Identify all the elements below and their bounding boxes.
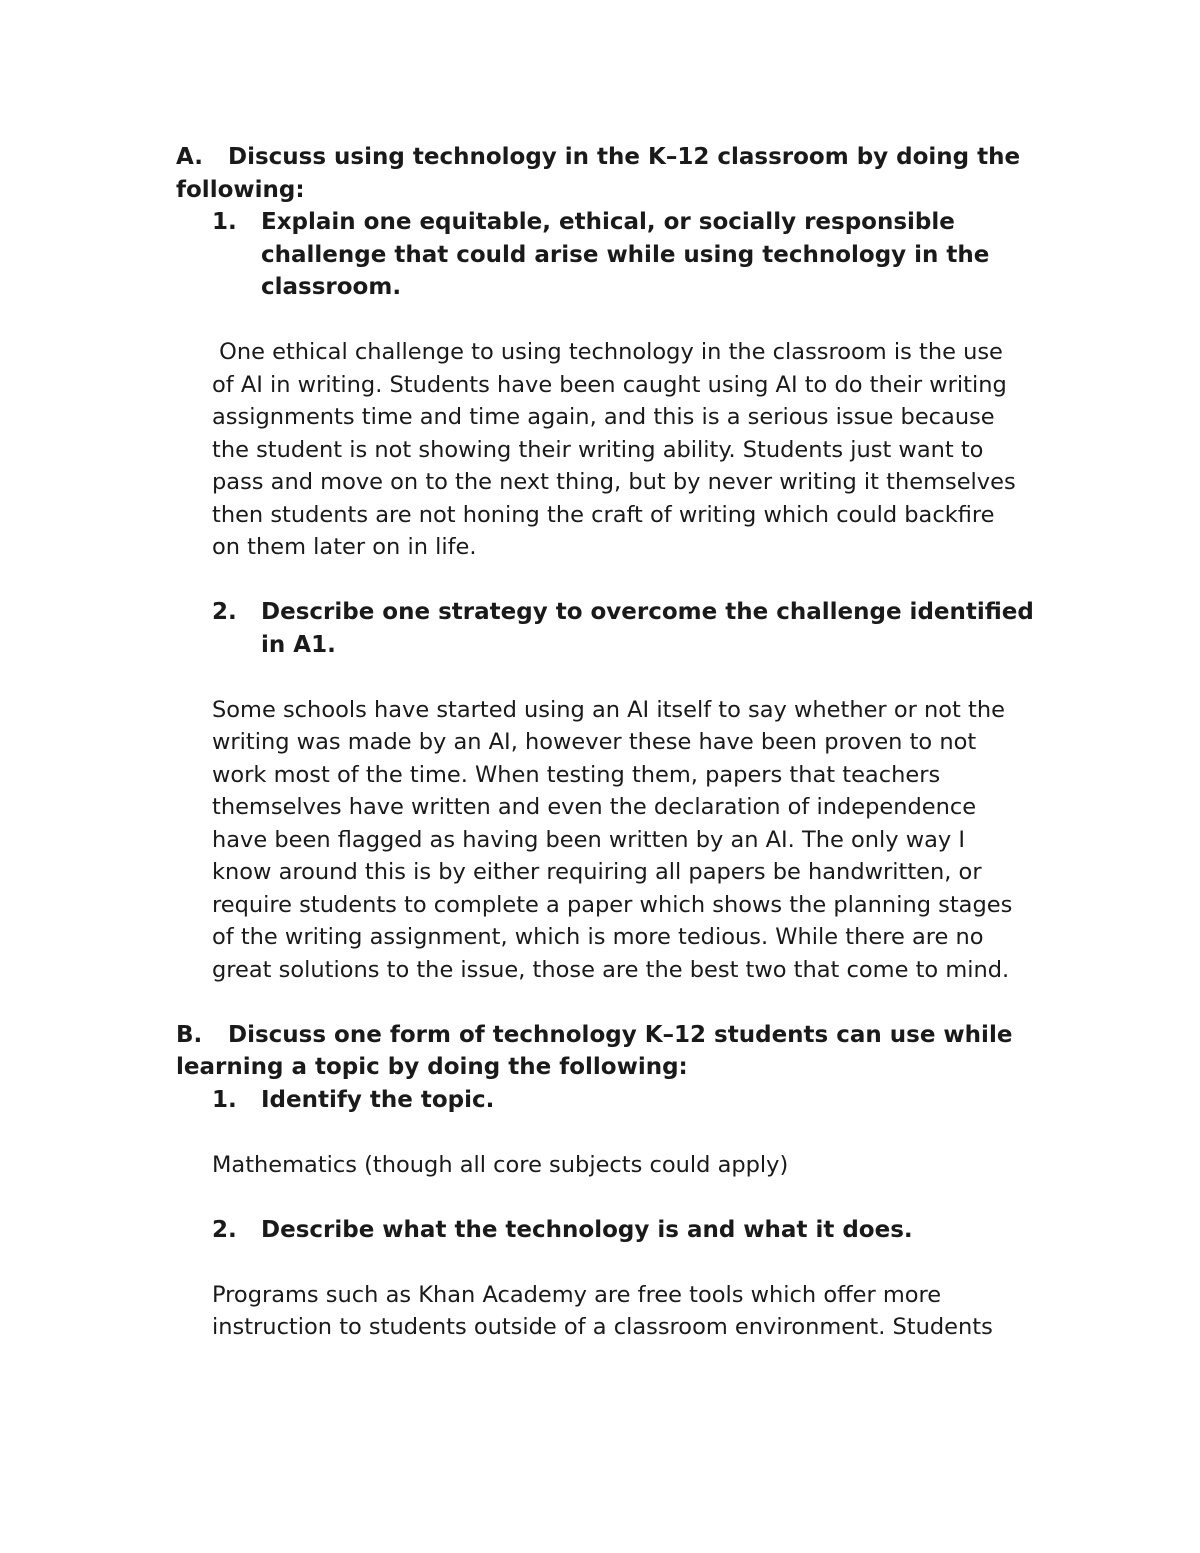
section-a-q1-number: 1. [212,209,237,235]
section-b-q2-answer [212,1279,1076,1344]
section-b-q2-heading [212,1214,1076,1247]
section-b-heading-line2: learning a topic by doing the following: [176,1054,688,1080]
answer-line: Some schools have started using an AI itself to say whether or not the [212,696,1005,723]
section-a-q1-heading [212,206,1076,304]
section-a-heading-line1: Discuss using technology in the K–12 classroom by doing the [228,144,1021,170]
section-a-q2-line: Describe one strategy to overcome the challenge identified [261,599,1034,625]
section-b-item-1 [212,1084,1076,1182]
section-a-q1-line: classroom. [261,274,402,300]
section-b-q2-line: Describe what the technology is and what it does. [261,1216,913,1243]
section-b-heading-line1: Discuss one form of technology K–12 students can use while [228,1021,1013,1048]
section-a-q1-answer [212,336,1076,564]
answer-line: know around this is by either requiring all papers be handwritten, or [212,859,982,885]
section-b-q1-number: 1. [212,1086,237,1113]
section-a-q2-heading [212,596,1076,661]
answer-line: One ethical challenge to using technology in the classroom is the use [212,339,1003,365]
answer-line: have been flagged as having been written by an AI. The only way I [212,826,966,853]
answer-line: themselves have written and even the declaration of independence [212,794,977,820]
section-b-q1-line: Identify the topic. [261,1086,495,1113]
section-b-heading [176,1019,1076,1084]
answer-line: on them later on in life. [212,534,477,560]
answer-line: instruction to students outside of a classroom environment. Students [212,1314,993,1340]
answer-line: writing was made by an AI, however these have been proven to not [212,729,977,755]
section-a-q2-answer [212,694,1076,987]
section-b-letter: B. [176,1021,203,1048]
answer-line: Programs such as Khan Academy are free tools which offer more [212,1281,942,1308]
section-a-item-1 [212,206,1076,564]
section-a-q1-line: challenge that could arise while using technology in the [261,241,990,268]
answer-line: then students are not honing the craft of writing which could backfire [212,501,995,528]
section-a-q1-line: Explain one equitable, ethical, or socially responsible [261,209,955,235]
section-a-heading [176,141,1076,206]
answer-line: of the writing assignment, which is more tedious. While there are no [212,924,984,950]
section-a-item-2 [212,596,1076,986]
section-a-q2-number: 2. [212,599,237,625]
answer-line: great solutions to the issue, those are the best two that come to mind. [212,956,1010,983]
answer-line: require students to complete a paper which shows the planning stages [212,891,1013,918]
section-b-q2-number: 2. [212,1216,237,1243]
answer-line: pass and move on to the next thing, but by never writing it themselves [212,469,1016,495]
answer-line: assignments time and time again, and this is a serious issue because [212,404,995,430]
section-b-q1-heading [212,1084,1076,1117]
answer-line: work most of the time. When testing them, papers that teachers [212,761,941,788]
answer-line: Mathematics (though all core subjects could apply) [212,1151,789,1178]
answer-line: the student is not showing their writing ability. Students just want to [212,436,984,463]
section-b-q1-answer [212,1149,1076,1182]
section-a-heading-line2: following: [176,176,305,203]
section-b-item-2 [212,1214,1076,1344]
section-a-q2-line: in A1. [261,631,336,658]
answer-line: of AI in writing. Students have been caught using AI to do their writing [212,371,1007,398]
document-body [176,141,1076,1376]
section-a-letter: A. [176,144,203,170]
